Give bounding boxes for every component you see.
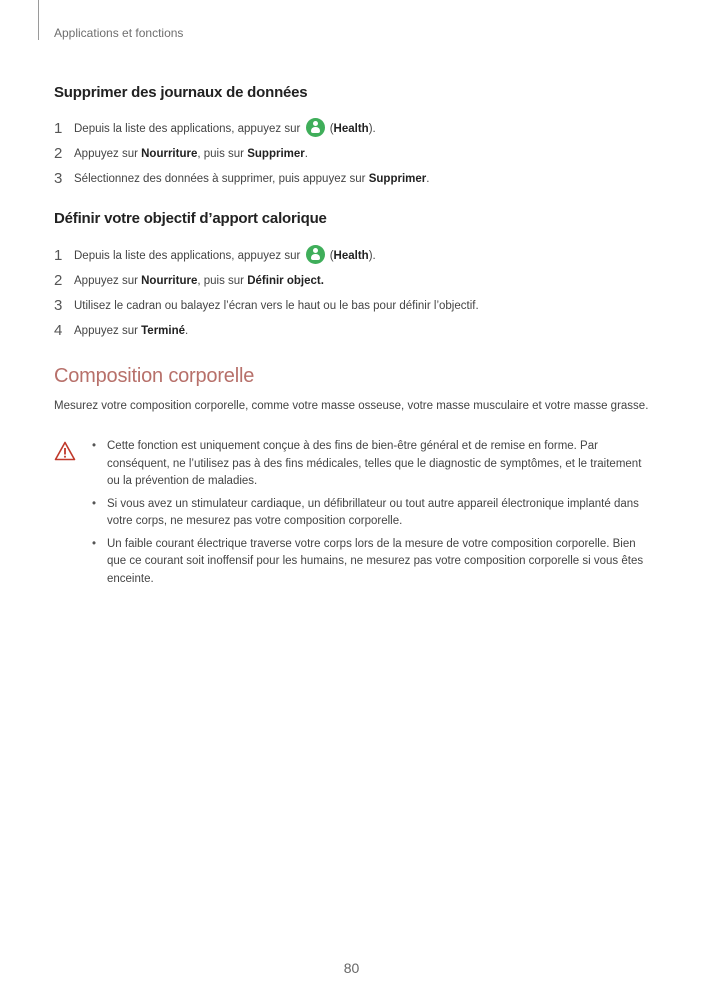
heading-calorie-goal: Définir votre objectif d’apport calorique <box>54 210 327 227</box>
menu-supprimer: Supprimer <box>368 173 427 185</box>
goal-step-2: 2 Appuyez sur Nourriture, puis sur Définir object. <box>54 272 324 289</box>
menu-nourriture: Nourriture <box>141 275 198 287</box>
delete-step-2: 2 Appuyez sur Nourriture, puis sur Supprimer. <box>54 145 308 162</box>
step-number: 3 <box>54 297 63 314</box>
health-app-icon <box>306 245 325 264</box>
section-header: Applications et fonctions <box>54 26 184 40</box>
step-number: 4 <box>54 322 63 339</box>
warning-item: • Si vous avez un stimulateur cardiaque, un défibrillateur ou tout autre appareil électronique implanté dans votre corps, ne mesurez pas votre composition corporelle. <box>92 496 657 531</box>
delete-step-1: 1 Depuis la liste des applications, appuyez sur (Health). <box>54 120 376 137</box>
warning-triangle-icon <box>54 441 76 461</box>
heading-delete-logs: Supprimer des journaux de données <box>54 84 308 101</box>
warning-item: • Un faible courant électrique traverse votre corps lors de la mesure de votre composition corporelle. Bien que ce courant soit inoffensif pour les humains, ne mesurez pas votre composition corporelle si vous êtes enceinte. <box>92 536 657 589</box>
step-text: Depuis la liste des applications, appuyez sur <box>74 123 301 135</box>
menu-definir-object: Définir object. <box>247 275 324 287</box>
goal-step-1: 1 Depuis la liste des applications, appuyez sur (Health). <box>54 247 376 264</box>
header-divider <box>38 0 39 40</box>
goal-step-4: 4 Appuyez sur Terminé. <box>54 322 189 339</box>
app-name: Health <box>333 250 369 262</box>
app-name: Health <box>333 123 369 135</box>
goal-step-3: 3 Utilisez le cadran ou balayez l’écran vers le haut ou le bas pour définir l’objectif. <box>54 297 479 314</box>
page-number: 80 <box>343 960 360 976</box>
menu-supprimer: Supprimer <box>247 148 305 160</box>
step-number: 1 <box>54 120 63 137</box>
warning-list <box>92 438 657 593</box>
step-number: 2 <box>54 272 63 289</box>
warning-item: • Cette fonction est uniquement conçue à des fins de bien-être général et de remise en forme. Par conséquent, ne l’utilisez pas à des fins médicales, telles que le diagnostic de symptômes, et le traitement ou la prévention de maladies. <box>92 438 657 491</box>
step-number: 1 <box>54 247 63 264</box>
step-number: 3 <box>54 170 63 187</box>
body-composition-intro: Mesurez votre composition corporelle, comme votre masse osseuse, votre masse musculaire et votre masse grasse. <box>54 400 649 412</box>
menu-nourriture: Nourriture <box>141 148 198 160</box>
menu-termine: Terminé <box>141 325 186 337</box>
health-app-icon <box>306 118 325 137</box>
delete-step-3: 3 Sélectionnez des données à supprimer, puis appuyez sur Supprimer. <box>54 170 430 187</box>
heading-body-composition: Composition corporelle <box>54 365 255 387</box>
step-number: 2 <box>54 145 63 162</box>
